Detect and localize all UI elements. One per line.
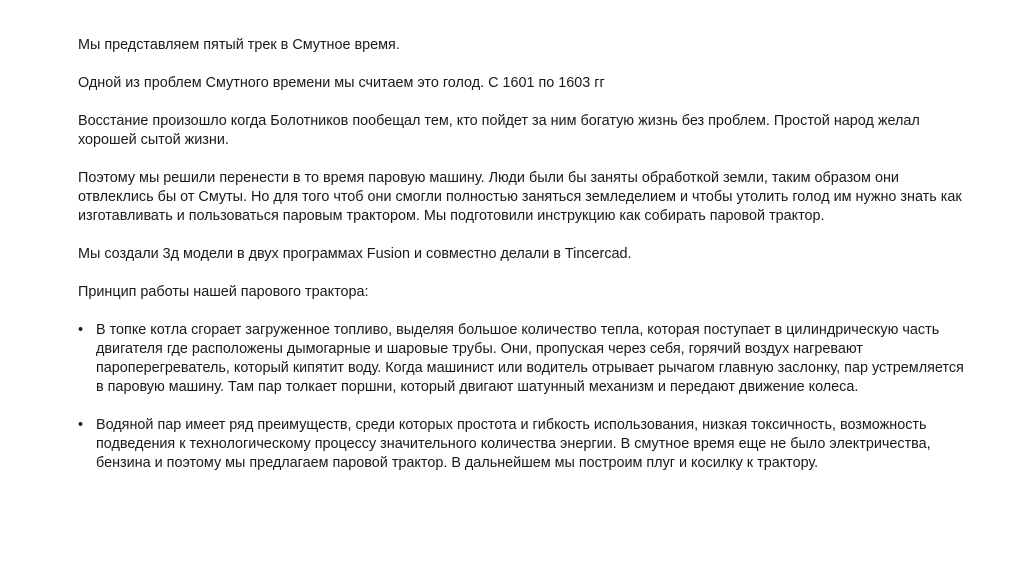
principle-bullet-list [78,321,968,473]
bullet-icon: • [78,322,84,338]
famine-paragraph: Одной из проблем Смутного времени мы считаем это голод. С 1601 по 1603 гг [78,75,605,91]
bullet-icon: • [78,417,84,433]
principle-heading: Принцип работы нашей парового трактора: [78,284,369,300]
steam-machine-paragraph: Поэтому мы решили перенести в то время паровую машину. Люди были бы заняты обработкой земли, таким образом они отвлеклись бы от Смуты. Но для того чтоб они смогли полностью заняться земледелием и чтобы утолить голод им нужно знать как изготавливать и пользоваться паровым трактором. Мы подготовили инструкцию как собирать паровой трактор. [78,170,962,224]
list-item [78,416,968,473]
3d-models-paragraph: Мы создали 3д модели в двух программах Fusion и совместно делали в Tincercad. [78,246,632,262]
intro-paragraph: Мы представляем пятый трек в Смутное время. [78,37,400,53]
bullet-text: Водяной пар имеет ряд преимуществ, среди которых простота и гибкость использования, низкая токсичность, возможность подведения к технологическому процессу значительного количества энергии. В смутное время еще не было электричества, бензина и поэтому мы предлагаем паровой трактор. В дальнейшем мы построим плуг и косилку к трактору. [96,417,931,471]
uprising-paragraph: Восстание произошло когда Болотников пообещал тем, кто пойдет за ним богатую жизнь без проблем. Простой народ желал хорошей сытой жизни. [78,113,920,148]
bullet-text: В топке котла сгорает загруженное топливо, выделяя большое количество тепла, которая поступает в цилиндрическую часть двигателя где расположены дымогарные и шаровые трубы. Они, пропуская через себя, горячий воздух нагревают пароперегреватель, который кипятит воду. Когда машинист или водитель отрывает рычагом главную заслонку, пар устремляется в паровую машину. Там пар толкает поршни, который двигают шатунный механизм и передают движение колеса. [96,322,964,395]
slide-body [78,36,968,492]
list-item [78,321,968,397]
